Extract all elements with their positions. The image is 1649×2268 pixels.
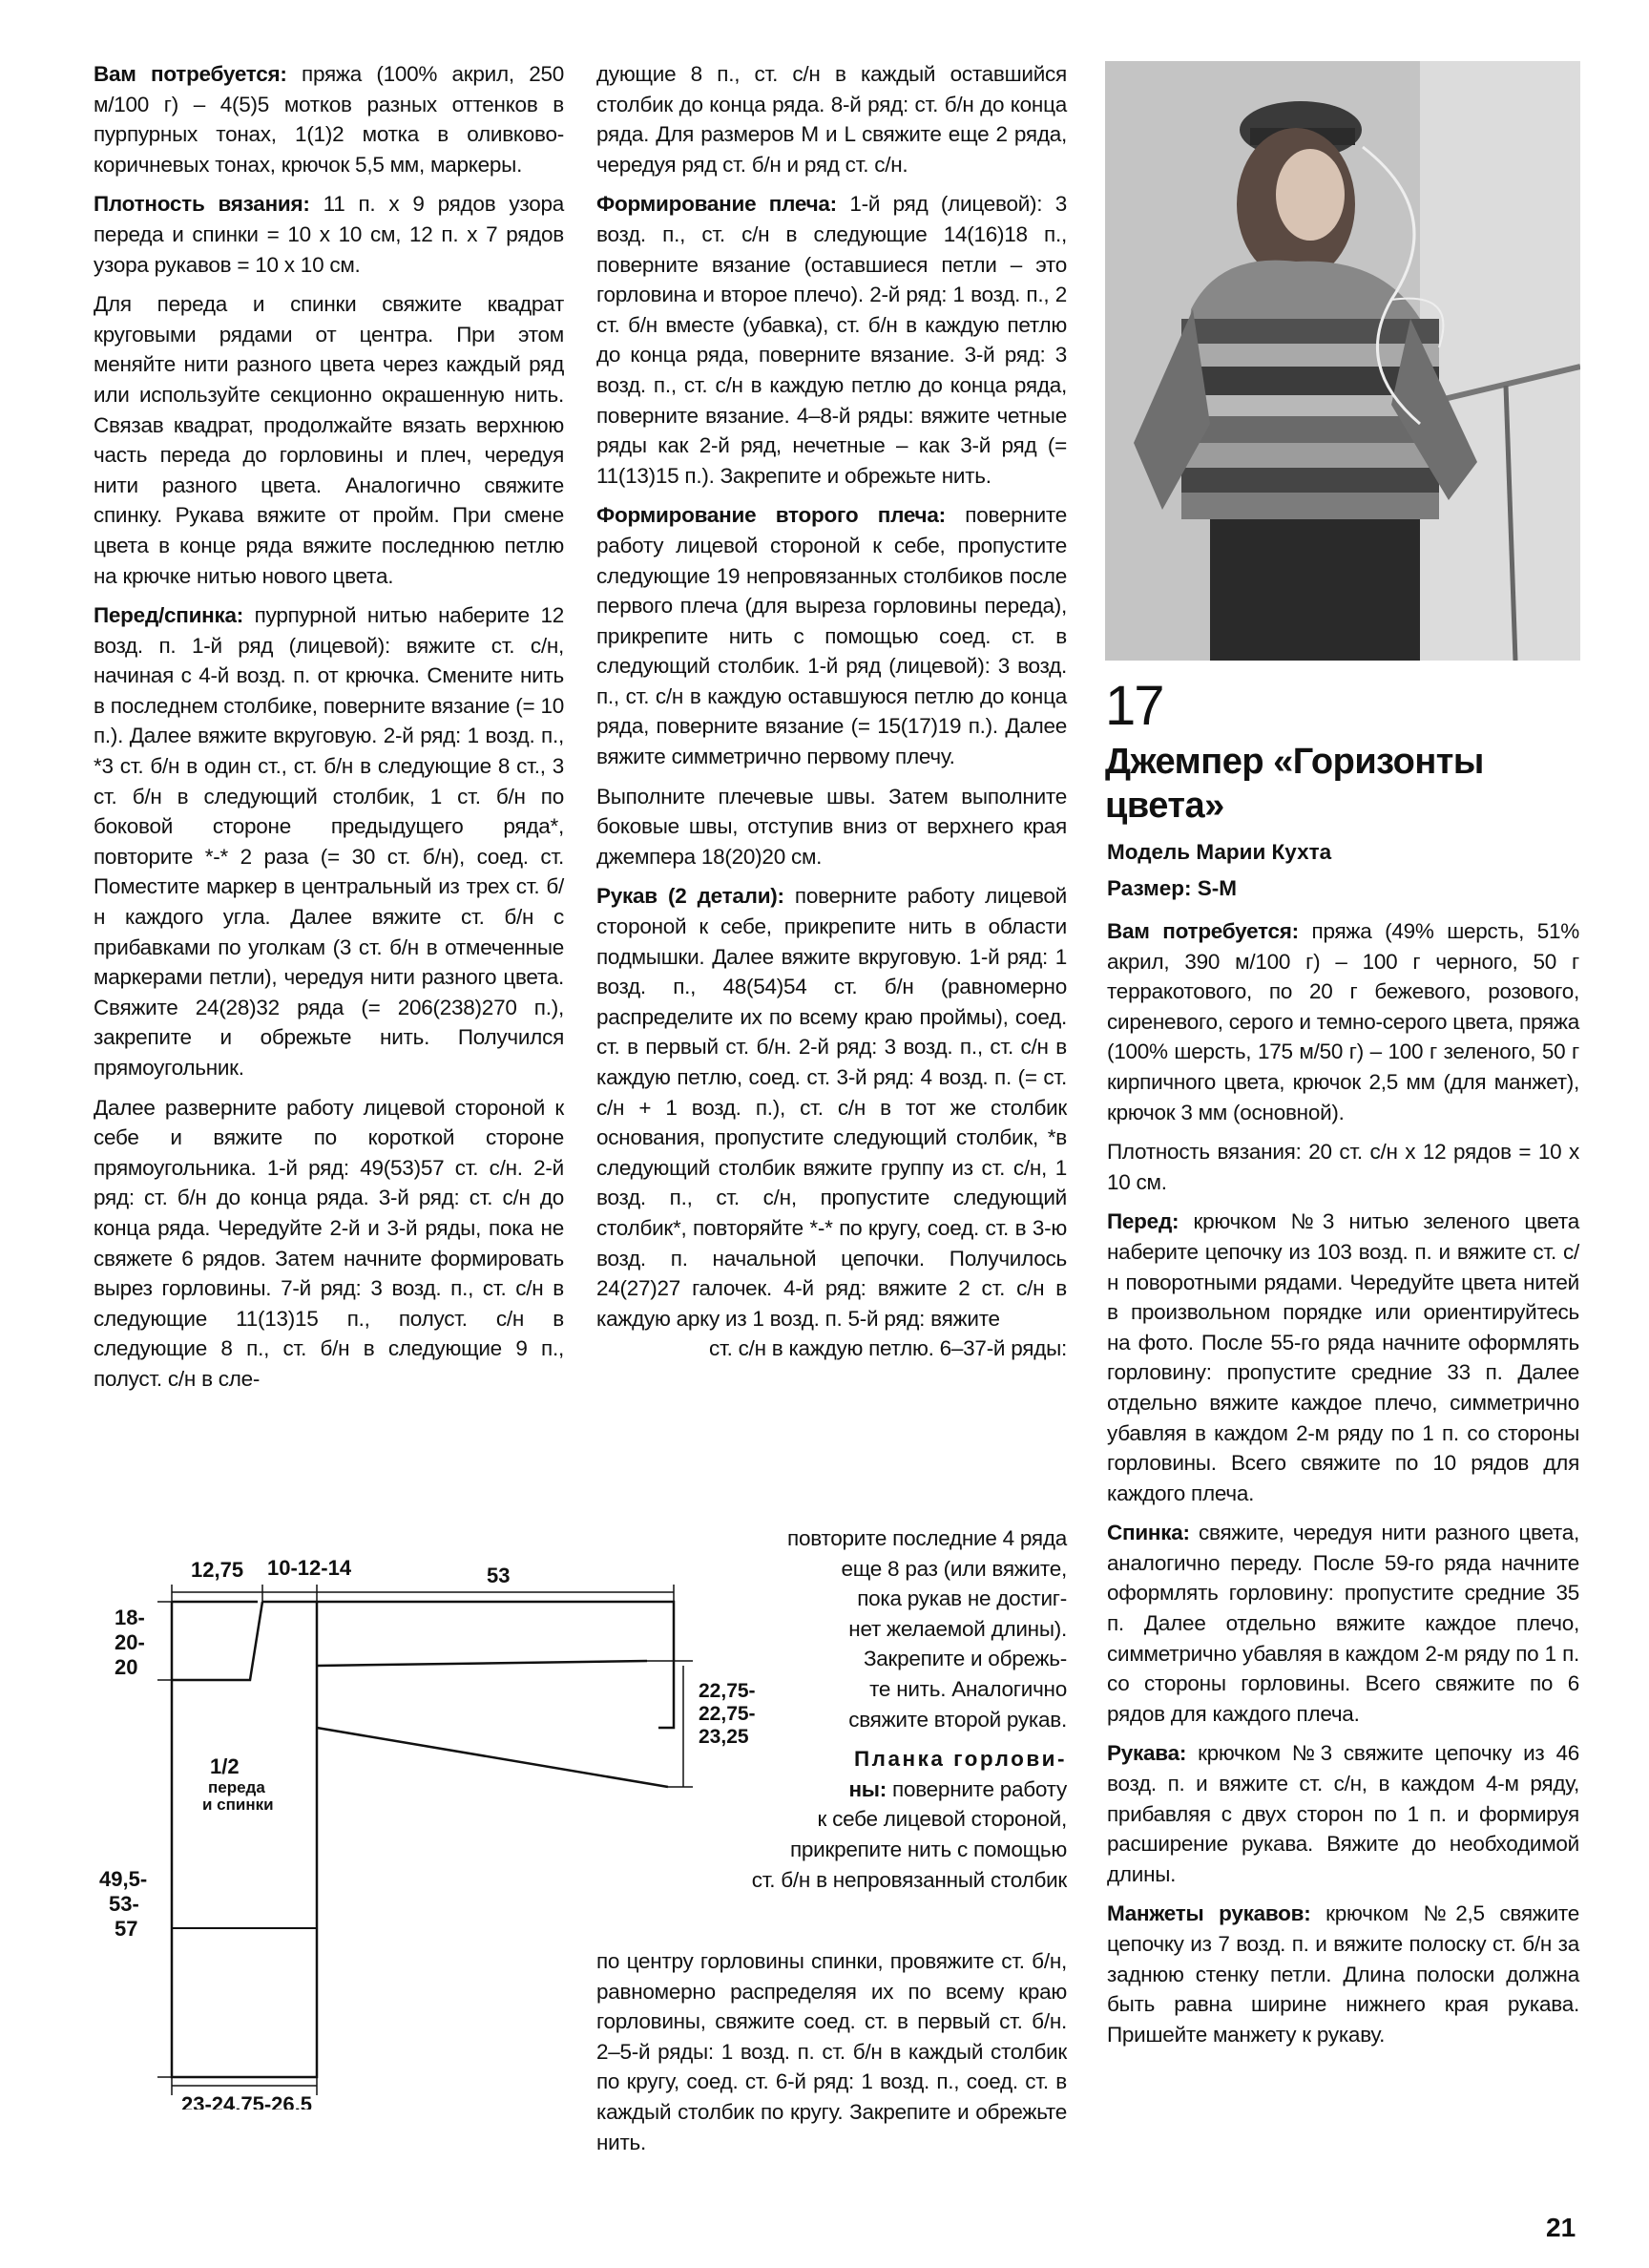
- materials-paragraph: [94, 59, 564, 179]
- size-label: Размер: S-M: [1107, 876, 1238, 900]
- sleeve-line-2: еще 8 раз (или вяжите,: [841, 1556, 1067, 1581]
- title-line-1: Джемпер «Горизонты: [1105, 742, 1484, 782]
- r-sleeves-label: Рукава:: [1107, 1741, 1187, 1766]
- neckband-label: Планка горлови-: [854, 1747, 1067, 1772]
- dim-armhole-3: 20: [115, 1655, 138, 1679]
- r-sleeves-paragraph: [1107, 1738, 1579, 1889]
- front-back-paragraph: [94, 600, 564, 1083]
- r-materials-paragraph: [1107, 916, 1579, 1127]
- dim-length-1: 49,5-: [99, 1867, 148, 1891]
- dim-cuff-3: 23,25: [699, 1726, 749, 1748]
- scheme-label-1: 1/2: [210, 1754, 240, 1778]
- dim-sleeve-length: 53: [487, 1564, 511, 1587]
- neckband-label-2: ны:: [848, 1776, 887, 1801]
- model-credit: Модель Марии Кухта: [1107, 840, 1332, 864]
- shoulder-text: 1-й ряд (лицевой): 3 возд. п., ст. с/н в следующие 14(16)18 п., поверните вязание (оставшиеся петли – это горловина и второе плечо). 2-й ряд: 1 возд. п., 2 ст. б/н вместе (убавка), ст. б/н в каждую петлю до конца ряда, поверните вязание. 3-й ряд: 3 возд. п., ст. с/н в каждую петлю до конца ряда, поверните вязание. 4–8-й ряды: вяжите четные ряды как 2-й ряд, нечетные – как 3-й ряд (= 11(13)15 п.). Закрепите и обрежьте нить.: [596, 192, 1067, 488]
- shoulder-paragraph: [596, 189, 1067, 491]
- r-materials-label: Вам потребуется:: [1107, 919, 1299, 943]
- sleeve-text: поверните работу лицевой стороной к себе, прикрепите нить в области подмышки. Далее вяжите вкруговую. 1-й ряд: 1 возд. п., 48(54)54 ст. б/н (равномерно распределите их по всему краю проймы), соед. ст. в первый ст. б/н. 2-й ряд: 3 возд. п., ст. с/н в каждую петлю, соед. ст. 3-й ряд: 4 возд. п. (= ст. с/н + 1 возд. п.), ст. с/н в тот же столбик основания, пропустите следующий столбик, *в следующий столбик вяжите группу из ст. с/н, 1 возд. п., ст. с/н, пропустите следующий столбик*, повторяйте *-* по кругу, соед. ст. в 3-ю возд. п. начальной цепочки. Получилось 24(27)27 галочек. 4-й ряд: вяжите 2 ст. с/н в каждую арку из 1 возд. п. 5-й ряд: вяжите: [596, 884, 1068, 1331]
- second-shoulder-text: поверните работу лицевой стороной к себе, пропустите следующие 19 непровязанных столбиков после первого плеча (для выреза горловины переда), прикрепите нить с помощью соед. ст. в следующий столбик. 1-й ряд (лицевой): 3 возд. п., ст. с/н в каждую оставшуюся петлю до конца ряда, поверните вязание (= 15(17)19 п.). Далее вяжите симметрично первому плечу.: [596, 503, 1067, 769]
- dim-width: 23-24,75-26,5: [181, 2092, 312, 2110]
- r-materials-text: пряжа (49% шерсть, 51% акрил, 390 м/100 г) – 100 г черного, 50 г терракотового, по 20 г бежевого, розового, сиреневого, серого и темно-серого цвета, пряжа (100% шерсть, 175 м/50 г) – 100 г зеленого, 50 г кирпичного цвета, крючок 2,5 мм (для манжет), крючок 3 мм (основной).: [1107, 919, 1579, 1124]
- dim-neck: 10-12-14: [267, 1556, 352, 1580]
- second-shoulder-paragraph: [596, 500, 1067, 771]
- scheme-drawing: [95, 1556, 783, 2110]
- shoulder-label: Формирование плеча:: [596, 192, 837, 217]
- r-cuffs-label: Манжеты рукавов:: [1107, 1901, 1311, 1926]
- dim-armhole-1: 18-: [115, 1606, 145, 1629]
- pattern-title: [1105, 740, 1582, 828]
- sleeve-paragraph: [596, 881, 1067, 1334]
- materials-text: пряжа (100% акрил, 250 м/100 г) – 4(5)5 мотков разных оттенков в пурпурных тонах, 1(1)2 мотка в оливково-коричневых тонах, крючок 5,5 мм, маркеры.: [94, 62, 564, 177]
- sleeve-text-tail: ст. с/н в каждую петлю. 6–37-й ряды:: [709, 1336, 1067, 1361]
- dim-length-3: 57: [115, 1917, 138, 1941]
- r-sleeves-text: крючком №3 свяжите цепочку из 46 возд. п. и вяжите ст. с/н, в каждом 4-м ряду, прибавляя с двух сторон по 1 п. и формируя расширение рукава. Вяжите до необходимой длины.: [1107, 1741, 1579, 1886]
- column-3: [1107, 916, 1579, 2059]
- short-side-paragraph: Далее разверните работу лицевой стороной к себе и вяжите по короткой стороне прямоугольника. 1-й ряд: 49(53)57 ст. с/н. 2-й ряд: ст. б/н до конца ряда. 3-й ряд: ст. с/н до конца ряда. Чередуйте 2-й и 3-й ряды, пока не свяжете 6 рядов. Затем начните формировать вырез горловины. 7-й ряд: 3 возд. п., ст. с/н в следующие 11(13)15 п., полуст. с/н в следующие 8 п., ст. б/н в следующие 9 п., полуст. с/н в сле-: [94, 1095, 564, 1391]
- r-back-text: свяжите, чередуя нити разного цвета, аналогично переду. После 59-го ряда начните оформлять горловину: пропустите средние 35 п. Далее отдельно вяжите каждое плечо, симметрично убавляя в каждом 2-м ряду по 1 п. со стороны горловины. Всего свяжите по 6 рядов для каждого плеча.: [1107, 1521, 1579, 1726]
- gauge-text: 11 п. х 9 рядов узора переда и спинки = 10 х 10 см, 12 п. х 7 рядов узора рукавов = 10 х 10 см.: [94, 192, 564, 277]
- column-2: [596, 59, 1067, 1364]
- photo-illustration: [1105, 61, 1580, 661]
- sleeve-line-6: те нить. Аналогично: [869, 1676, 1067, 1701]
- second-shoulder-label: Формирование второго плеча:: [596, 503, 946, 528]
- sleeve-line-1: повторите последние 4 ряда: [787, 1526, 1067, 1550]
- r-cuffs-text: крючком №2,5 свяжите цепочку из 7 возд. п. и вяжите полоску ст. б/н за заднюю стенку петли. Длина полоски должна быть равна ширине нижнего края рукава. Пришейте манжету к рукаву.: [1107, 1901, 1579, 2047]
- continuation-paragraph: дующие 8 п., ст. с/н в каждый оставшийся столбик до конца ряда. 8-й ряд: ст. б/н до конца ряда. Для размеров M и L свяжите еще 2 ряда, чередуя ряд ст. б/н и ряд ст. с/н.: [596, 62, 1067, 177]
- dim-cuff-1: 22,75-: [699, 1680, 756, 1702]
- page-number: 21: [1546, 2213, 1576, 2242]
- title-line-2: цвета»: [1105, 786, 1224, 826]
- scheme-label-2: переда: [208, 1778, 265, 1796]
- dim-length-2: 53-: [109, 1892, 139, 1916]
- intro-paragraph: Для переда и спинки свяжите квадрат круговыми рядами от центра. При этом меняйте нити разного цвета через каждый ряд или используйте секционно окрашенную нить. Связав квадрат, продолжайте вязать верхнюю часть переда до горловины и плеч, чередуя нити разного цвета. Аналогично свяжите спинку. Рукава вяжите от пройм. При смене цвета в конце ряда вяжите последнюю петлю на крючке нитью нового цвета.: [94, 292, 564, 588]
- neckband-text: по центру горловины спинки, провяжите ст. б/н, равномерно распределяя их по всему краю горловины, свяжите соед. ст. в первый ст. б/н. 2–5-й ряды: 1 возд. п. ст. б/н в каждый столбик по кругу, соед. ст. 6-й ряд: 1 возд. п., соед. ст. в каждый столбик по кругу. Закрепите и обрежьте нить.: [596, 1949, 1067, 2154]
- scheme-label-3: и спинки: [202, 1796, 274, 1814]
- dim-shoulder: 12,75: [191, 1558, 244, 1582]
- r-gauge-paragraph: Плотность вязания: 20 ст. с/н х 12 рядов = 10 х 10 см.: [1107, 1140, 1579, 1194]
- r-back-label: Спинка:: [1107, 1521, 1190, 1545]
- gauge-label: Плотность вязания:: [94, 192, 310, 217]
- neckband-line-4: ст. б/н в непровязанный столбик: [751, 1867, 1067, 1892]
- sleeve-line-4: нет желаемой длины).: [848, 1616, 1067, 1641]
- r-front-paragraph: [1107, 1207, 1579, 1508]
- gauge-paragraph: [94, 189, 564, 280]
- front-back-text: пурпурной нитью наберите 12 возд. п. 1-й ряд (лицевой): вяжите ст. с/н, начиная с 4-й возд. п. от крючка. Смените нить в последнем столбике, поверните вязание (= 10 п.). Далее вяжите вкруговую. 2-й ряд: 1 возд. п., *3 ст. б/н в один ст., ст. б/н в следующие 8 ст., 3 ст. б/н в следующий столбик, 1 ст. б/н по боковой стороне предыдущего ряда*, повторите *-* 2 раза (= 30 ст. б/н), соед. ст. Поместите маркер в центральный из трех ст. б/н каждого угла. Далее вяжите ст. б/н с прибавками по уголкам (3 ст. б/н в отмеченные маркерами петли), чередуя нити разного цвета. Свяжите 24(28)32 ряда (= 206(238)270 п.), закрепите и обрежьте нить. Получился прямоугольник.: [94, 603, 564, 1080]
- r-front-text: крючком №3 нитью зеленого цвета наберите цепочку из 103 возд. п. и вяжите ст. с/н поворотными рядами. Чередуйте цвета нитей в произвольном порядке или ориентируйтесь на фото. После 55-го ряда начните оформлять горловину: пропустите средние 33 п. Далее отдельно вяжите каждое плечо, симметрично убавляя в каждом 2-м ряду по 1 п. со стороны горловины. Всего свяжите по 10 рядов для каждого плеча.: [1107, 1209, 1579, 1505]
- model-photo: [1105, 61, 1580, 661]
- front-back-label: Перед/спинка:: [94, 603, 244, 628]
- pattern-number: 17: [1105, 675, 1163, 737]
- dim-armhole-2: 20-: [115, 1630, 145, 1654]
- column-1: [94, 59, 564, 1404]
- r-cuffs-paragraph: [1107, 1899, 1579, 2049]
- neckband-line-2: к себе лицевой стороной,: [817, 1807, 1067, 1832]
- r-back-paragraph: [1107, 1518, 1579, 1729]
- materials-label: Вам потребуется:: [94, 62, 287, 86]
- neckband-line-3: прикрепите нить с помощью: [789, 1837, 1067, 1861]
- seams-paragraph: Выполните плечевые швы. Затем выполните боковые швы, отступив вниз от верхнего края джемпера 18(20)20 см.: [596, 784, 1067, 869]
- r-front-label: Перед:: [1107, 1209, 1179, 1234]
- pattern-scheme: [95, 1556, 783, 2110]
- sleeve-line-7: свяжите второй рукав.: [848, 1707, 1067, 1732]
- sleeve-line-5: Закрепите и обрежь-: [863, 1647, 1067, 1671]
- sleeve-line-3: пока рукав не достиг-: [857, 1586, 1067, 1611]
- dim-cuff-2: 22,75-: [699, 1703, 756, 1725]
- sleeve-label: Рукав (2 детали):: [596, 884, 784, 909]
- neckband-line-1: поверните работу: [887, 1776, 1067, 1801]
